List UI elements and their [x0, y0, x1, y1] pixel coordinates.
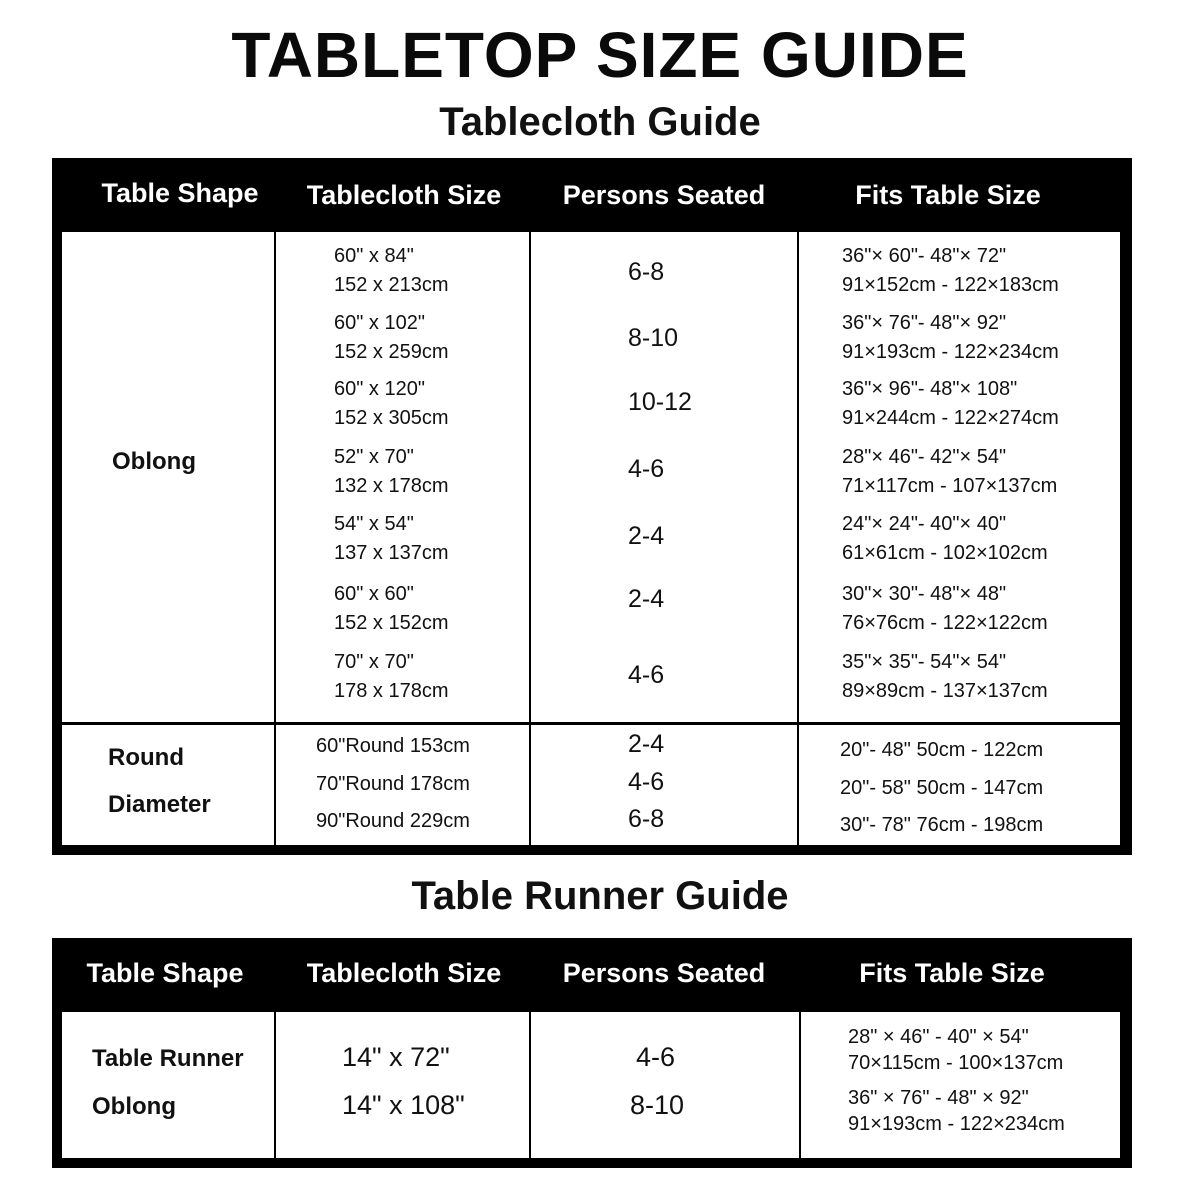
fits-table-size-inches: 24"× 24"- 40"× 40" — [842, 513, 1007, 535]
round-tablecloth-size: 60"Round 153cm — [316, 735, 470, 757]
persons-seated: 2-4 — [628, 522, 665, 550]
runner-body — [62, 1012, 1120, 1158]
fits-table-size-cm: 76×76cm - 122×122cm — [842, 612, 1048, 634]
persons-seated: 6-8 — [628, 805, 665, 833]
tablecloth-size-cm: 178 x 178cm — [334, 680, 449, 702]
table-runner-guide-heading: Table Runner Guide — [411, 874, 789, 918]
persons-seated: 4-6 — [628, 768, 665, 796]
persons-seated: 6-8 — [628, 258, 665, 286]
shape-diameter: Diameter — [108, 791, 211, 818]
header-table-shape: Table Shape — [86, 958, 244, 988]
header-persons-seated: Persons Seated — [562, 180, 766, 210]
tablecloth-size-cm: 152 x 305cm — [334, 407, 449, 429]
fits-table-size-inches: 30"× 30"- 48"× 48" — [842, 583, 1007, 605]
row-divider — [62, 722, 1120, 725]
tablecloth-guide-heading: Tablecloth Guide — [439, 100, 761, 144]
persons-seated: 10-12 — [628, 388, 692, 416]
tablecloth-size-inches: 54" x 54" — [334, 513, 414, 535]
round-fits-table-size: 30"- 78" 76cm - 198cm — [840, 814, 1044, 836]
runner-table — [52, 938, 1132, 1168]
tablecloth-size-inches: 60" x 84" — [334, 245, 414, 267]
persons-seated: 4-6 — [628, 661, 665, 689]
page-title: TABLETOP SIZE GUIDE — [231, 19, 969, 91]
runner-persons: 4-6 — [636, 1042, 676, 1072]
header-tablecloth-size: Tablecloth Size — [306, 958, 502, 988]
tablecloth-size-inches: 70" x 70" — [334, 651, 414, 673]
fits-table-size-cm: 89×89cm - 137×137cm — [842, 680, 1048, 702]
shape-round: Round — [108, 744, 184, 771]
tablecloth-size-cm: 152 x 152cm — [334, 612, 449, 634]
tablecloth-body — [62, 232, 1120, 845]
column-divider — [274, 1012, 276, 1158]
column-divider — [799, 1012, 801, 1158]
fits-table-size-cm: 91×193cm - 122×234cm — [842, 341, 1059, 363]
header-tablecloth-size: Tablecloth Size — [306, 180, 502, 210]
fits-table-size-inches: 36"× 96"- 48"× 108" — [842, 378, 1018, 400]
runner-fit-cm: 91×193cm - 122×234cm — [848, 1113, 1065, 1135]
persons-seated: 4-6 — [628, 455, 665, 483]
column-divider — [797, 232, 799, 845]
tablecloth-size-inches: 60" x 102" — [334, 312, 425, 334]
tablecloth-size-inches: 60" x 120" — [334, 378, 425, 400]
tablecloth-size-cm: 137 x 137cm — [334, 542, 449, 564]
fits-table-size-inches: 36"× 60"- 48"× 72" — [842, 245, 1007, 267]
persons-seated: 2-4 — [628, 585, 665, 613]
header-table-shape: Table Shape — [101, 178, 259, 208]
header-persons-seated: Persons Seated — [562, 958, 766, 988]
tablecloth-size-inches: 52" x 70" — [334, 446, 414, 468]
fits-table-size-cm: 91×152cm - 122×183cm — [842, 274, 1059, 296]
tablecloth-size-inches: 60" x 60" — [334, 583, 414, 605]
runner-size: 14" x 108" — [342, 1090, 465, 1120]
shape-oblong: Oblong — [112, 448, 196, 475]
fits-table-size-cm: 91×244cm - 122×274cm — [842, 407, 1059, 429]
runner-fit-inches: 36" × 76" - 48" × 92" — [848, 1087, 1029, 1109]
persons-seated: 8-10 — [628, 324, 679, 352]
fits-table-size-cm: 61×61cm - 102×102cm — [842, 542, 1048, 564]
runner-fit-cm: 70×115cm - 100×137cm — [848, 1052, 1064, 1074]
header-fits-table-size: Fits Table Size — [859, 958, 1045, 988]
header-fits-table-size: Fits Table Size — [855, 180, 1041, 210]
runner-size: 14" x 72" — [342, 1042, 450, 1072]
round-fits-table-size: 20"- 58" 50cm - 147cm — [840, 777, 1044, 799]
shape-table-runner: Table Runner — [92, 1045, 244, 1072]
tablecloth-table — [52, 158, 1132, 855]
round-tablecloth-size: 90"Round 229cm — [316, 810, 470, 832]
round-fits-table-size: 20"- 48" 50cm - 122cm — [840, 739, 1044, 761]
persons-seated: 2-4 — [628, 730, 665, 758]
column-divider — [529, 232, 531, 845]
runner-fit-inches: 28" × 46" - 40" × 54" — [848, 1026, 1029, 1048]
runner-persons: 8-10 — [630, 1090, 685, 1120]
fits-table-size-inches: 36"× 76"- 48"× 92" — [842, 312, 1007, 334]
tablecloth-size-cm: 152 x 213cm — [334, 274, 449, 296]
column-divider — [274, 232, 276, 845]
column-divider — [529, 1012, 531, 1158]
fits-table-size-inches: 28"× 46"- 42"× 54" — [842, 446, 1007, 468]
shape-oblong: Oblong — [92, 1093, 176, 1120]
fits-table-size-cm: 71×117cm - 107×137cm — [842, 475, 1058, 497]
tablecloth-size-cm: 152 x 259cm — [334, 341, 449, 363]
fits-table-size-inches: 35"× 35"- 54"× 54" — [842, 651, 1007, 673]
tablecloth-size-cm: 132 x 178cm — [334, 475, 449, 497]
round-tablecloth-size: 70"Round 178cm — [316, 773, 470, 795]
